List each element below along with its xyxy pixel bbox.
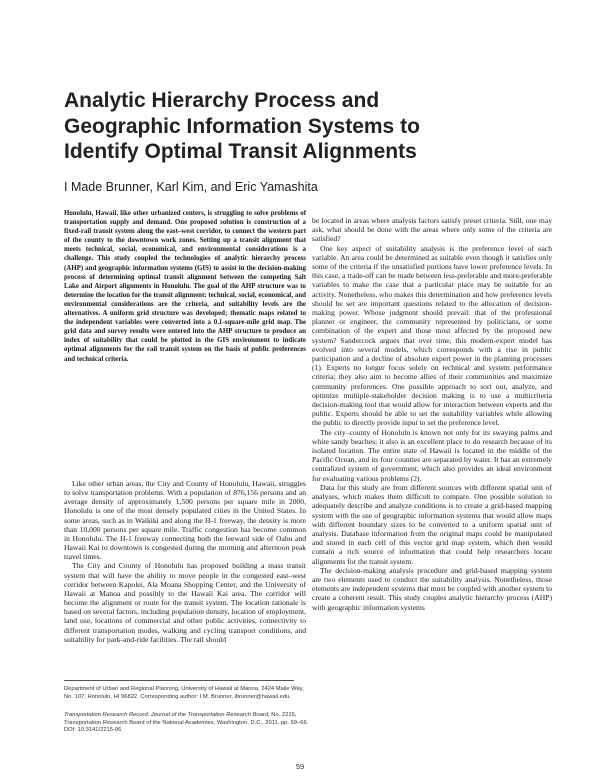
citation-text	[64, 712, 309, 727]
title-line: Identify Optimal Transit Alignments	[64, 140, 417, 163]
journal-name: Transportation Research Record: Journal of the Transportation Research Board,	[64, 712, 270, 718]
intro-section	[64, 479, 306, 644]
abstract-text: Honolulu, Hawaii, like other urbanized centers, is struggling to solve problems of transportation supply and demand. One proposed solution is construction of a fixed-rail transit system along the east–west corridor, to connect the western part of the county to the downtown work zones. Setting up a transit alignment that meets technical, social, economical, and environmental considerations is a challenge. This study coupled the technologies of analytic hierarchy process (AHP) and geographic information systems (GIS) to assist in the decision-making process of determining optimal transit alignment between the competing Salt Lake and Airport alignments in Honolulu. The goal of the AHP structure was to determine the location for the transit alignment: technical, social, economical, and environmental considerations are the criteria, and suitability levels are the alternatives. A uniform grid structure was developed; thematic maps related to the independent variables were converted into a 0.1-square-mile grid map. The grid data and survey results were entered into the AHP structure to produce an index of suitability that could be plotted in the GIS environment to indicate optimal alignments for the rail transit system on the basis of public preferences and technical criteria.	[64, 210, 306, 363]
body-paragraph: The City and County of Honolulu has proposed building a mass transit system that will have the ability to move people in the congested east–west corridor between Kapolei, Ala Moana Shopping Center, and the University of Hawaii at Manoa and possibly to the Hawaii Kai area. The corridor will become the alignment or route for the transit system. The location rationale is based on several factors, including population density, location of employment, land use, locations of commercial and other public activities, connectivity to different transportation modes, walking and cycling transport conditions, and suitability for park-and-ride facilities. The rail should	[64, 561, 306, 644]
footnote-affiliation	[64, 686, 309, 701]
footnote-citation	[64, 712, 309, 735]
article-title	[64, 88, 534, 165]
body-paragraph: The decision-making analysis procedure and grid-based mapping system are two elements used to conduct the suitability analysis. Nonetheless, those elements are independent systems that must be coupled with another system to create a coherent result. This study couples analytic hierarchy process (AHP) with geographic information systems	[312, 565, 552, 612]
body-paragraph: Data for this study are from different sources with different spatial unit of analyses, which makes them difficult to compare. One possible solution to adequately describe and analyze conditions is to create a grid-based mapping system with the use of geographic information systems that would allow maps with different boundary sizes to be converted to a uniform spatial unit of analysis. Database information from the original maps could be manipulated and stored in each cell of this vector grid map system, which then would contain a rich source of information that could help researchers locate alignments for the transit system.	[312, 482, 552, 566]
affiliation-text: Department of Urban and Regional Planning, University of Hawaii at Manoa, 2424 Maile Way, No. 107, Honolulu, HI 96822. Corresponding author: I M. Brunner, ibrunner@hawaii.edu.	[64, 686, 304, 700]
title-line: Analytic Hierarchy Process and	[64, 89, 380, 112]
body-paragraph: One key aspect of suitability analysis is the preference level of each variable. An area could be determined as suitable even though it satisfies only some of the criteria if the unsatisfied portions have lower preference levels. In this case, a trade-off can be made between less-preferable and more-preferable variables to make the case that a particular place may be suitable for an activity. Nonetheless, who makes this determination and how preference levels should be set are important questions related to the allocation of decision-making power. Whose judgment should prevail: that of the professional planner or engineer, the community represented by politicians, or some combination of the expert and those most affected by the proposed new system? Sandercock argues that over time, this modern-expert model has evolved into several models, which corresponds with a rise in public participation and a decline of absolute expert power in the planning processes (1). Experts no longer focus solely on technical and system performance criteria; they also aim to become allies of their communities and maximize community preferences. One possible approach to sort out, analyze, and optimize multiple-stakeholder decision making is to use a multicriteria decision-making tool that would allow for interaction between experts and the public. Experts should be able to set the suitability variables while allowing the public to directly provide input to set the preference level.	[312, 243, 552, 428]
body-paragraph: The city–county of Honolulu is known not only for its swaying palms and white sandy beaches; it also is an excellent place to do research because of its isolated location. The entire state of Hawaii is located in the middle of the Pacific Ocean, and its four counties are separated by water. It has an extremely centralized system of government, which also provides an ideal environment for evaluating various problems (2).	[312, 427, 552, 483]
footnote-divider	[64, 680, 294, 681]
body-paragraph: Like other urban areas, the City and County of Honolulu, Hawaii, struggles to solve transportation problems. With a population of 876,156 persons and an average density of approximately 1,500 persons per square mile in 2000, Honolulu is one of the most densely populated cities in the United States. In some areas, such as in Waikiki and along the H-1 freeway, the density is more than 10,000 persons per square mile. Traffic congestion has become common in Honolulu. The H-1 freeway connecting both the leeward side of Oahu and Hawaii Kai to downtown is congested during the morning and afternoon peak travel times.	[64, 479, 306, 562]
doi-text: DOI: 10.3141/2215-06	[64, 727, 122, 734]
page-number: 59	[295, 762, 305, 771]
body-paragraph: be located in areas where analysis factors satisfy preset criteria. Still, one may ask, what should be done with the areas where only some of the criteria are satisfied?	[312, 216, 552, 244]
right-column	[312, 216, 552, 612]
abstract	[64, 209, 306, 364]
citation-details: No. 2215, Transportation Research Board of the National Academies, Washington, D.C., 2011, pp. 59–66.	[64, 712, 309, 726]
title-line: Geographic Information Systems to	[64, 114, 420, 138]
author-list: I Made Brunner, Karl Kim, and Eric Yamashita	[64, 180, 318, 194]
